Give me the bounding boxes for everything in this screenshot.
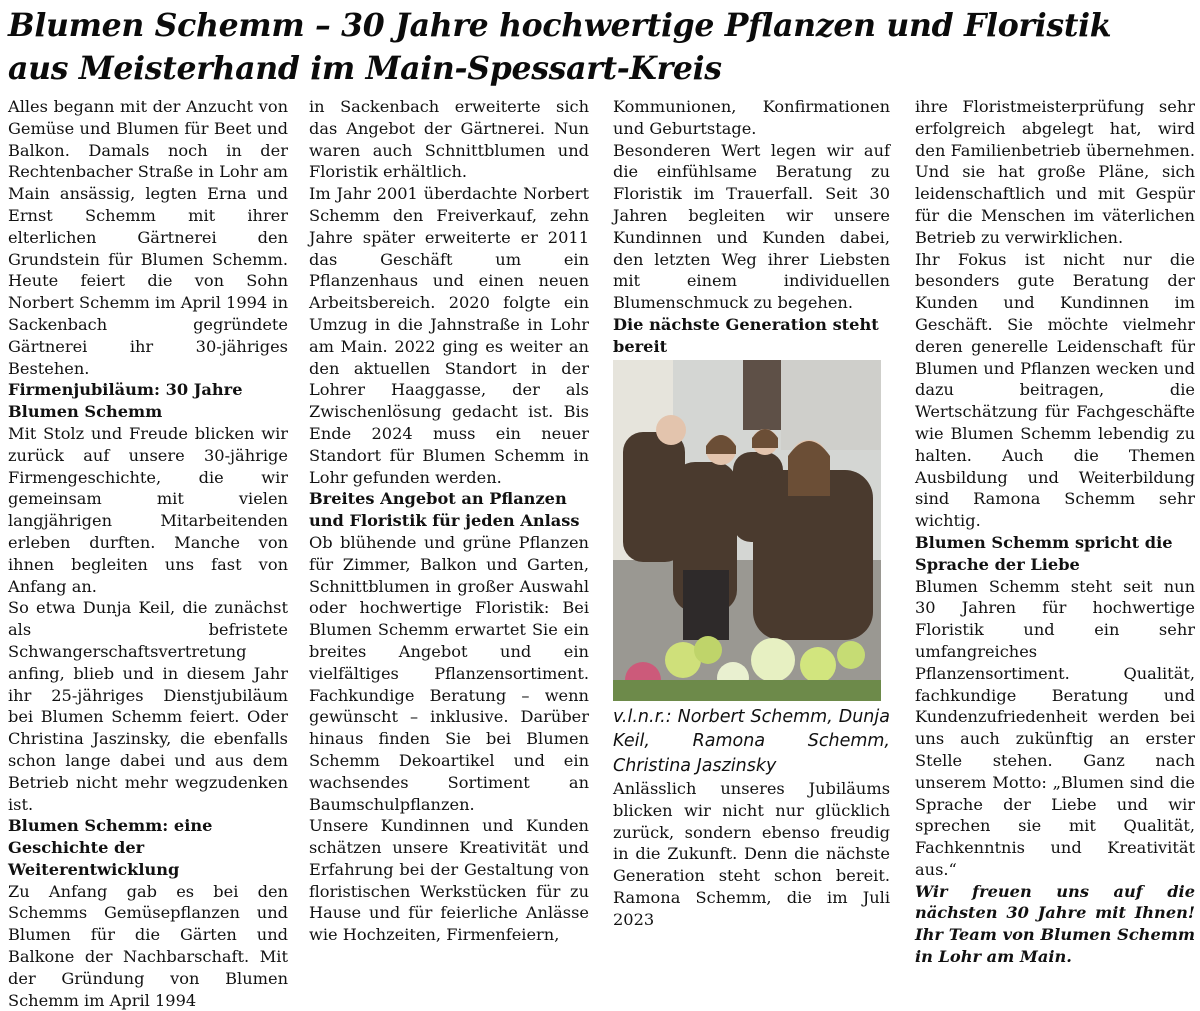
paragraph: Ihr Fokus ist nicht nur die besonders gute Beratung der Kunden und Kundinnen im Geschäft. Sie möchte vielmehr deren generelle Leidenschaft für Blumen und Pflanzen wecken und dazu beitragen, die Wertschätzung für Fachgeschäfte wie Blumen Schemm lebendig zu halten. Auch die Themen Ausbildung und Weiterbildung sind Ramona Schemm sehr wichtig. xyxy=(915,249,1195,531)
article-headline: Blumen Schemm – 30 Jahre hochwertige Pflanzen und Floristik aus Meisterhand im Main-Spessart-Kreis xyxy=(8,7,1112,87)
subheading: Blumen Schemm spricht die Sprache der Liebe xyxy=(915,532,1173,574)
column-1 xyxy=(8,96,288,1011)
paragraph: in Sackenbach erweiterte sich das Angebot der Gärtnerei. Nun waren auch Schnittblumen und Floristik erhältlich. xyxy=(309,97,589,182)
subheading: Breites Angebot an Pflanzen und Floristik für jeden Anlass xyxy=(309,489,580,531)
team-photo-illustration xyxy=(613,360,881,701)
paragraph: Ob blühende und grüne Pflanzen für Zimmer, Balkon und Garten, Schnittblumen in großer Auswahl oder hochwertige Floristik: Bei Blumen Schemm erwartet Sie ein breites Angebot und ein vielfältiges Pflanzensortiment. Fachkundige Beratung – wenn gewünscht – inklusive. Darüber hinaus finden Sie bei Blumen Schemm Dekoartikel und ein wachsendes Sortiment an Baumschulpflanzen. xyxy=(309,532,589,814)
paragraph: ihre Floristmeisterprüfung sehr erfolgreich abgelegt hat, wird den Familienbetrieb übernehmen. Und sie hat große Pläne, sich leidenschaftlich und mit Gespür für die Menschen im väterlichen Betrieb zu verwirklichen. xyxy=(915,97,1195,247)
team-photo xyxy=(613,360,881,701)
paragraph: Im Jahr 2001 überdachte Norbert Schemm den Freiverkauf, zehn Jahre später erweiterte er 2011 das Geschäft um ein Pflanzenhaus und einen neuen Arbeitsbereich. 2020 folgte ein Umzug in die Jahnstraße in Lohr am Main. 2022 ging es weiter an den aktuellen Standort in der Lohrer Haaggasse, der als Zwischenlösung gedacht ist. Bis Ende 2024 muss ein neuer Standort für Blumen Schemm in Lohr gefunden werden. xyxy=(309,184,589,487)
subheading: Firmenjubiläum: 30 Jahre Blumen Schemm xyxy=(8,380,243,422)
subheading: Die nächste Generation steht bereit xyxy=(613,314,879,356)
paragraph: Blumen Schemm steht seit nun 30 Jahren für hochwertige Floristik und ein sehr umfangreiches Pflanzensortiment. Qualität, fachkundige Beratung und Kundenzufriedenheit werden bei uns auch zukünftig an erster Stelle stehen. Ganz nach unserem Motto: „Blumen sind die Sprache der Liebe und wir sprechen sie mit Qualität, Fachkenntnis und Kreativität aus.“ xyxy=(915,576,1195,879)
paragraph: Unsere Kundinnen und Kunden schätzen unsere Kreativität und Erfahrung bei der Gestaltung von floristischen Werkstücken für zu Hause und für feierliche Anlässe wie Hochzeiten, Firmenfeiern, xyxy=(309,816,589,945)
paragraph: Zu Anfang gab es bei den Schemms Gemüsepflanzen und Blumen für die Gärten und Balkone der Nachbarschaft. Mit der Gründung von Blumen Schemm im April 1994 xyxy=(8,881,288,1010)
column-3 xyxy=(613,96,890,931)
photo-caption: v.l.n.r.: Norbert Schemm, Dunja Keil, Ramona Schemm, Christina Jaszinsky xyxy=(613,706,890,776)
paragraph: Kommunionen, Konfirmationen und Geburtstage. xyxy=(613,97,890,138)
paragraph: Besonderen Wert legen wir auf die einfühlsame Beratung zu Floristik im Trauerfall. Seit 30 Jahren begleiten wir unsere Kundinnen und Kunden dabei, den letzten Weg ihrer Liebsten mit einem individuellen Blumenschmuck zu begehen. xyxy=(613,140,890,313)
subheading: Blumen Schemm: eine Geschichte der Weiterentwicklung xyxy=(8,816,213,879)
column-2 xyxy=(309,96,589,946)
paragraph: Anlässlich unseres Jubiläums blicken wir nicht nur glücklich zurück, sondern ebenso freudig in die Zukunft. Denn die nächste Generation steht schon bereit. Ramona Schemm, die im Juli 2023 xyxy=(613,779,890,929)
column-4 xyxy=(915,96,1195,968)
closing-line: Wir freuen uns auf die nächsten 30 Jahre mit Ihnen! Ihr Team von Blumen Schemm in Lohr am Main. xyxy=(915,881,1195,967)
paragraph: So etwa Dunja Keil, die zunächst als befristete Schwangerschaftsvertretung anfing, blieb und in diesem Jahr ihr 25-jähriges Dienstjubiläum bei Blumen Schemm feiert. Oder Christina Jaszinsky, die ebenfalls schon lange dabei und aus dem Betrieb nicht mehr wegzudenken ist. xyxy=(8,598,288,814)
paragraph: Alles begann mit der Anzucht von Gemüse und Blumen für Beet und Balkon. Damals noch in der Rechtenbacher Straße in Lohr am Main ansässig, legten Erna und Ernst Schemm mit ihrer elterlichen Gärtnerei den Grundstein für Blumen Schemm. Heute feiert die von Sohn Norbert Schemm im April 1994 in Sackenbach gegründete Gärtnerei ihr 30-jähriges Bestehen. xyxy=(8,97,288,378)
paragraph: Mit Stolz und Freude blicken wir zurück auf unsere 30-jährige Firmengeschichte, die wir gemeinsam mit vielen langjährigen Mitarbeitenden erleben durften. Manche von ihnen begleiten uns fast von Anfang an. xyxy=(8,423,288,596)
